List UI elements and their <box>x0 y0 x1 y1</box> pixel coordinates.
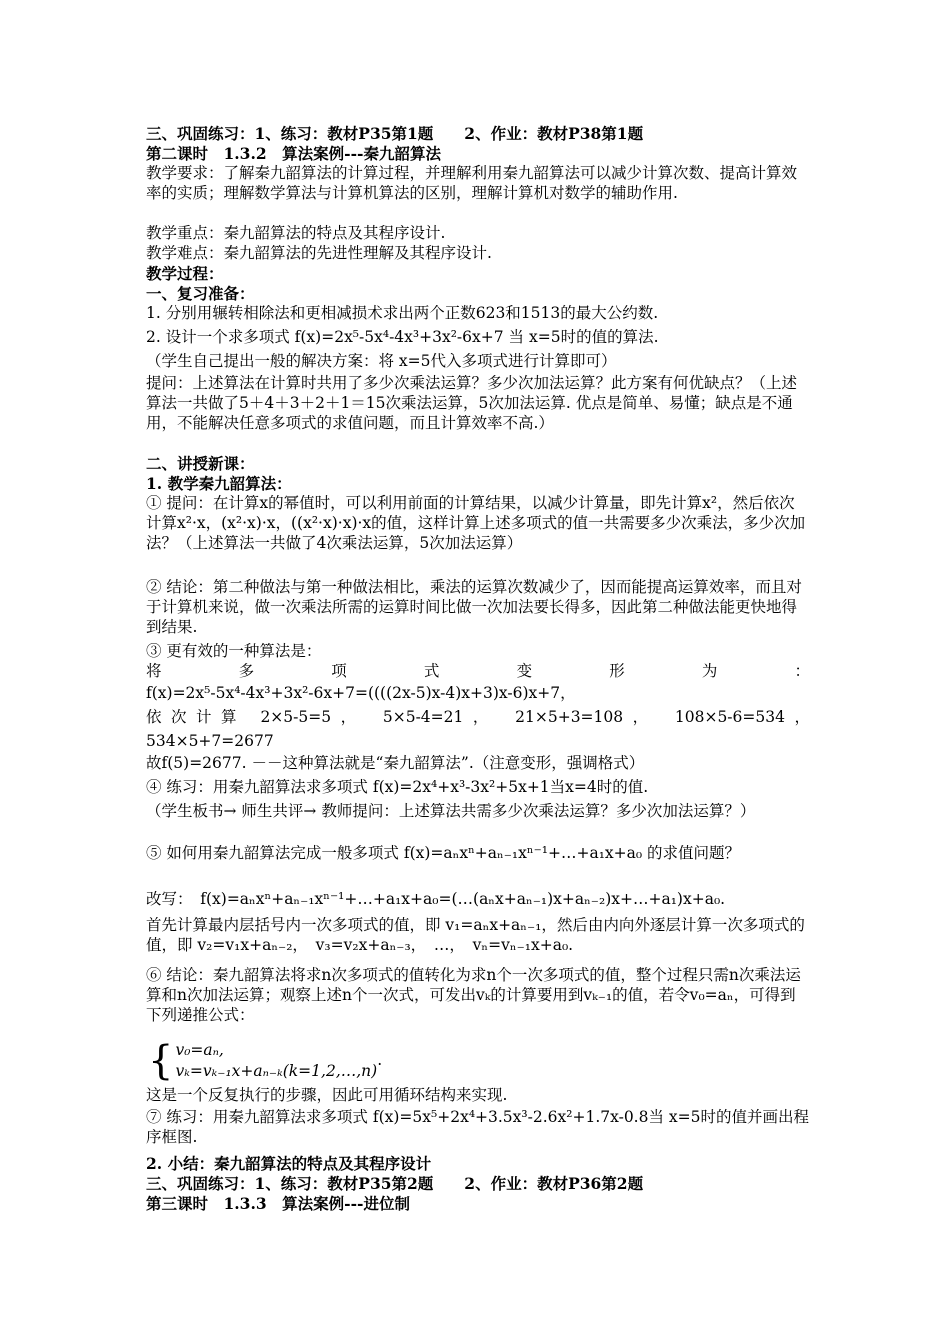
text-line: ⑥ 结论：秦九韶算法将求n次多项式的值转化为求n个一次多项式的值，整个过程只需n次乘法运算和n次加法运算；观察上述n个一次式，可发出vₖ的计算要用到vₖ₋₁的值，若令v₀=aₙ，可得到下列递推公式： <box>146 966 801 1024</box>
formula-row-2: vₖ=vₖ₋₁x+aₙ₋ₖ(k=1,2,…,n) <box>175 1062 378 1080</box>
text-line: 2. 小结：秦九韶算法的特点及其程序设计 <box>146 1154 432 1173</box>
formula-rows <box>175 1040 377 1082</box>
formula-row-1: v₀=aₙ, <box>175 1041 224 1059</box>
text-line: 一、复习准备： <box>146 284 255 303</box>
paragraphs <box>146 124 810 1214</box>
text-line: ① 提问：在计算x的幂值时，可以利用前面的计算结果，以减少计算量，即先计算x²，然后依次计算x²·x，(x²·x)·x，((x²·x)·x)·x的值，这样计算上述多项式的值一共需要多少次乘法，多少次加法？（上述算法一共做了4次乘法运算，5次加法运算） <box>146 494 806 552</box>
text-line: ② 结论：第二种做法与第一种做法相比，乘法的运算次数减少了，因而能提高运算效率，而且对于计算机来说，做一次乘法所需的运算时间比做一次加法要长得多，因此第二种做法能更快地得到结果. <box>146 578 802 636</box>
text-line: 首先计算最内层括号内一次多项式的值，即 v₁=aₙx+aₙ₋₁，然后由内向外逐层计算一次多项式的值，即 v₂=v₁x+aₙ₋₂， v₃=v₂x+aₙ₋₃， …， vₙ=vₙ₋₁x+a₀. <box>146 916 805 954</box>
text-line: f(x)=2x⁵-5x⁴-4x³+3x²-6x+7=((((2x-5)x-4)x+3)x-6)x+7， <box>146 684 576 702</box>
text-line: 教学过程： <box>146 264 224 283</box>
text-line: 提问：上述算法在计算时共用了多少次乘法运算？多少次加法运算？此方案有何优缺点？（上述算法一共做了5＋4＋3＋2＋1＝15次乘法运算，5次加法运算. 优点是简单、易懂；缺点是不通用，不能解决任意多项式的求值问题，而且计算效率不高.） <box>146 374 798 432</box>
text-line: 教学难点：秦九韶算法的先进性理解及其程序设计. <box>146 244 492 262</box>
text-line: （学生自己提出一般的解决方案：将 x=5代入多项式进行计算即可） <box>146 352 617 370</box>
document-body <box>146 124 810 1214</box>
text-line: 二、讲授新课： <box>146 454 255 473</box>
text-line: 第二课时 1.3.2 算法案例---秦九韶算法 <box>146 144 441 163</box>
text-line: ⑦ 练习：用秦九韶算法求多项式 f(x)=5x⁵+2x⁴+3.5x³-2.6x²+1.7x-0.8当 x=5时的值并画出程序框图. <box>146 1108 809 1146</box>
text-line: 1. 教学秦九韶算法： <box>146 474 292 493</box>
text-line: 第三课时 1.3.3 算法案例---进位制 <box>146 1194 410 1213</box>
text-line: （学生板书→ 师生共评→ 教师提问：上述算法共需多少次乘法运算？多少次加法运算？） <box>146 802 756 820</box>
text-line: 依次计算 2×5-5=5， 5×5-4=21， 21×5+3=108， 108×5-6=534， <box>146 708 810 726</box>
text-line: 教学要求：了解秦九韶算法的计算过程，并理解利用秦九韶算法可以减少计算次数、提高计算效率的实质；理解数学算法与计算机算法的区别，理解计算机对数学的辅助作用. <box>146 164 798 202</box>
text-line: 故f(5)=2677. －－这种算法就是“秦九韶算法”.（注意变形，强调格式） <box>146 754 645 772</box>
formula-end: . <box>377 1051 383 1070</box>
text-line: ④ 练习：用秦九韶算法求多项式 f(x)=2x⁴+x³-3x²+5x+1当x=4时的值. <box>146 778 649 796</box>
brace-symbol: { <box>148 1038 174 1084</box>
text-line: 这是一个反复执行的步骤，因此可用循环结构来实现. <box>146 1086 508 1104</box>
text-line: ⑤ 如何用秦九韶算法完成一般多项式 f(x)=aₙxⁿ+aₙ₋₁xⁿ⁻¹+…+a₁x+a₀ 的求值问题？ <box>146 844 741 862</box>
text-line: 三、巩固练习：1、练习：教材P35第1题 2、作业：教材P38第1题 <box>146 124 644 143</box>
text-line: 2. 设计一个求多项式 f(x)=2x⁵-5x⁴-4x³+3x²-6x+7 当 x=5时的值的算法. <box>146 328 659 346</box>
text-line: 改写： f(x)=aₙxⁿ+aₙ₋₁xⁿ⁻¹+…+a₁x+a₀=(…(aₙx+aₙ₋₁)x+aₙ₋₂)x+…+a₁)x+a₀. <box>146 890 726 908</box>
text-line: 534×5+7=2677 <box>146 732 274 750</box>
text-line: ③ 更有效的一种算法是： <box>146 642 322 660</box>
text-line: 将多项式变形为： <box>146 662 810 680</box>
recurrence-formula <box>146 1040 810 1082</box>
text-line: 1. 分别用辗转相除法和更相减损术求出两个正数623和1513的最大公约数. <box>146 304 659 322</box>
text-line: 三、巩固练习：1、练习：教材P35第2题 2、作业：教材P36第2题 <box>146 1174 644 1193</box>
text-line: 教学重点：秦九韶算法的特点及其程序设计. <box>146 224 446 242</box>
